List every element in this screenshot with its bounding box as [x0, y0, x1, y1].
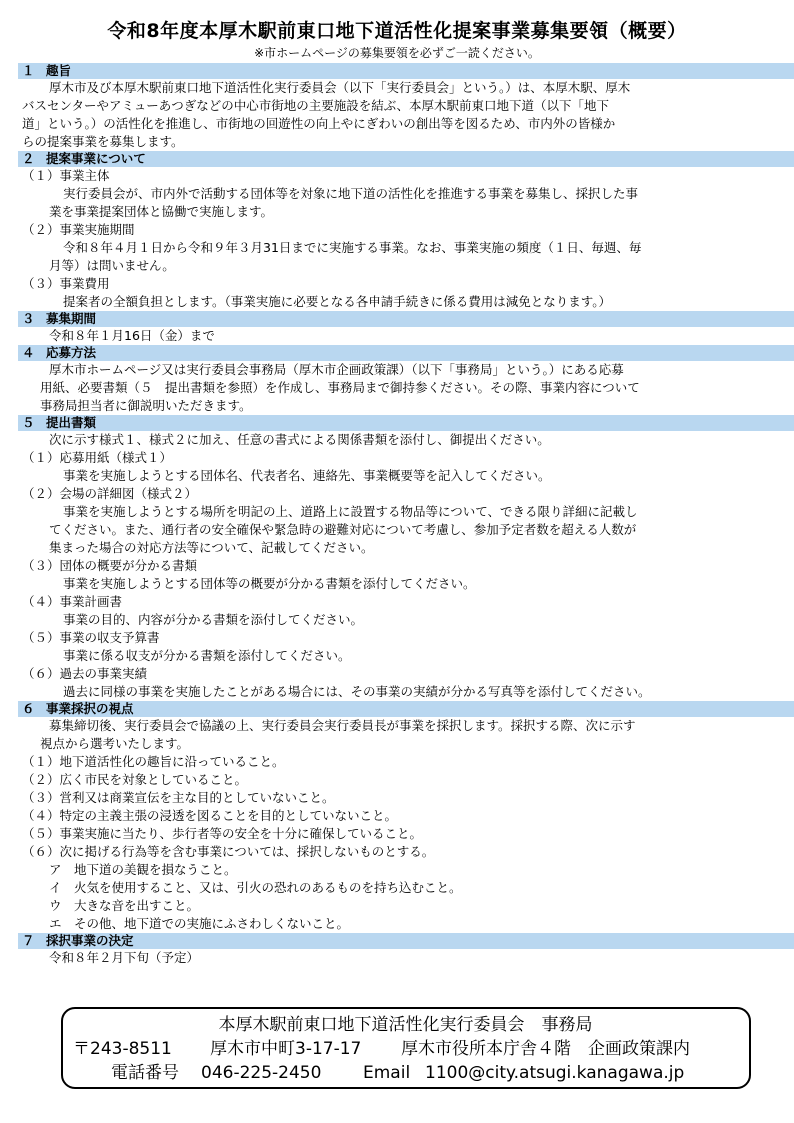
section-text-line: 募集締切後、実行委員会で協議の上、実行委員会実行委員長が事業を採択します。採択する際、次に示す	[49, 718, 636, 733]
document-title: 令和8年度本厚木駅前東口地下道活性化提案事業募集要領（概要）	[107, 20, 687, 42]
section-text-line: らの提案事業を募集します。	[22, 134, 184, 149]
section-text-line: 実行委員会が、市内外で活動する団体等を対象に地下道の活性化を推進する事業を募集し、採択した事	[63, 186, 639, 201]
section-text-line: 過去に同様の事業を実施したことがある場合には、その事業の実績が分かる写真等を添付してください。	[63, 684, 651, 699]
section-title: 募集期間	[46, 311, 97, 326]
section-text-line: （６）次に掲げる行為等を含む事業については、採択しないものとする。	[22, 844, 435, 859]
section-text-line: （２）会場の詳細図（様式２）	[22, 486, 198, 501]
section-number: ３	[22, 311, 35, 326]
section-text-line: （５）事業の収支予算書	[22, 630, 160, 645]
section-heading	[18, 933, 794, 949]
section-text-line: 用紙、必要書類（５ 提出書類を参照）を作成し、事務局まで御持参ください。その際、事業内容について	[40, 380, 640, 395]
section-text-line: （５）事業実施に当たり、歩行者等の安全を十分に確保していること。	[22, 826, 423, 841]
section-text-line: 道」という。）の活性化を推進し、市街地の回遊性の向上やにぎわいの創出等を図るため、市内外の皆様か	[22, 116, 616, 131]
contact-address: 厚木市中町3-17-17	[210, 1039, 362, 1059]
section-text-line: エ その他、地下道での実施にふさわしくないこと。	[49, 916, 350, 931]
section-text-line: 月等）は問いません。	[49, 258, 175, 273]
section-number: ５	[22, 415, 35, 430]
contact-email-label: Email	[363, 1063, 411, 1083]
section-text-line: （３）営利又は商業宣伝を主な目的としていないこと。	[22, 790, 335, 805]
section-heading	[18, 151, 794, 167]
section-title: 応募方法	[46, 345, 97, 360]
section-text-line: 事業の目的、内容が分かる書類を添付してください。	[63, 612, 364, 627]
section-text-line: （４）事業計画書	[22, 594, 123, 609]
section-text-line: 業を事業提案団体と協働で実施します。	[49, 204, 274, 219]
section-title: 提案事業について	[46, 151, 146, 166]
section-text-line: 厚木市及び本厚木駅前東口地下道活性化実行委員会（以下「実行委員会」という。）は、本厚木駅、厚木	[49, 80, 631, 95]
contact-postal-code: 〒243-8511	[73, 1039, 172, 1059]
contact-box	[61, 1007, 751, 1089]
section-text-line: 集まった場合の対応方法等について、記載してください。	[49, 540, 374, 555]
document-body	[18, 63, 794, 967]
contact-phone: 046-225-2450	[201, 1063, 322, 1083]
section-text-line: イ 火気を使用すること、又は、引火の恐れのあるものを持ち込むこと。	[49, 880, 462, 895]
contact-phone-label: 電話番号	[111, 1063, 179, 1083]
section-text-line: 令和８年２月下旬（予定）	[49, 950, 200, 965]
section-text-line: 提案者の全額負担とします。（事業実施に必要となる各申請手続きに係る費用は減免となります。）	[63, 294, 612, 309]
section-title: 趣旨	[46, 63, 72, 78]
section-text-line: （１）事業主体	[22, 168, 110, 183]
section-text-line: （４）特定の主義主張の浸透を図ることを目的としていないこと。	[22, 808, 398, 823]
section-number: ２	[22, 151, 35, 166]
section-text-line: （６）過去の事業実績	[22, 666, 148, 681]
contact-organization: 本厚木駅前東口地下道活性化実行委員会 事務局	[218, 1015, 593, 1035]
section-text-line: 事業を実施しようとする団体名、代表者名、連絡先、事業概要等を記入してください。	[63, 468, 551, 483]
section-text-line: バスセンターやアミューあつぎなどの中心市街地の主要施設を結ぶ、本厚木駅前東口地下道（以下「地下	[22, 98, 610, 113]
section-number: ４	[22, 345, 35, 360]
section-number: ７	[22, 933, 35, 948]
document-subtitle: ※市ホームページの募集要領を必ずご一読ください。	[254, 46, 540, 60]
contact-email[interactable]: 1100@city.atsugi.kanagawa.jp	[425, 1063, 685, 1083]
section-text-line: （２）事業実施期間	[22, 222, 135, 237]
section-text-line: （２）広く市民を対象としていること。	[22, 772, 248, 787]
section-text-line: 事務局担当者に御説明いただきます。	[40, 398, 252, 413]
section-text-line: （１）地下道活性化の趣旨に沿っていること。	[22, 754, 285, 769]
section-title: 提出書類	[46, 415, 97, 430]
section-heading	[18, 415, 794, 431]
section-text-line: 視点から選考いたします。	[40, 736, 190, 751]
section-text-line: 令和８年４月１日から令和９年３月31日までに実施する事業。なお、事業実施の頻度（１日、毎週、毎	[63, 240, 642, 255]
section-text-line: （１）応募用紙（様式１）	[22, 450, 173, 465]
section-text-line: 事業を実施しようとする団体等の概要が分かる書類を添付してください。	[63, 576, 476, 591]
section-heading	[18, 701, 794, 717]
section-number: １	[22, 63, 35, 78]
section-text-line: ア 地下道の美観を損なうこと。	[49, 862, 237, 877]
section-heading	[18, 311, 794, 327]
section-text-line: （３）事業費用	[22, 276, 110, 291]
section-text-line: 事業を実施しようとする場所を明記の上、道路上に設置する物品等について、できる限り詳細に記載し	[63, 504, 638, 519]
section-text-line: てください。また、通行者の安全確保や緊急時の避難対応について考慮し、参加予定者数を超える人数が	[49, 522, 637, 537]
contact-office: 厚木市役所本庁舎４階 企画政策課内	[401, 1039, 690, 1059]
section-heading	[18, 63, 794, 79]
section-text-line: 厚木市ホームページ又は実行委員会事務局（厚木市企画政策課）（以下「事務局」という。）にある応募	[49, 362, 624, 377]
section-text-line: ウ 大きな音を出すこと。	[49, 898, 200, 913]
section-number: ６	[22, 701, 35, 716]
section-title: 採択事業の決定	[46, 933, 134, 948]
section-text-line: 事業に係る収支が分かる書類を添付してください。	[63, 648, 351, 663]
section-heading	[18, 345, 794, 361]
section-text-line: （３）団体の概要が分かる書類	[22, 558, 198, 573]
section-title: 事業採択の視点	[46, 701, 134, 716]
section-text-line: 次に示す様式１、様式２に加え、任意の書式による関係書類を添付し、御提出ください。	[49, 432, 550, 447]
section-text-line: 令和８年１月16日（金）まで	[49, 328, 215, 343]
